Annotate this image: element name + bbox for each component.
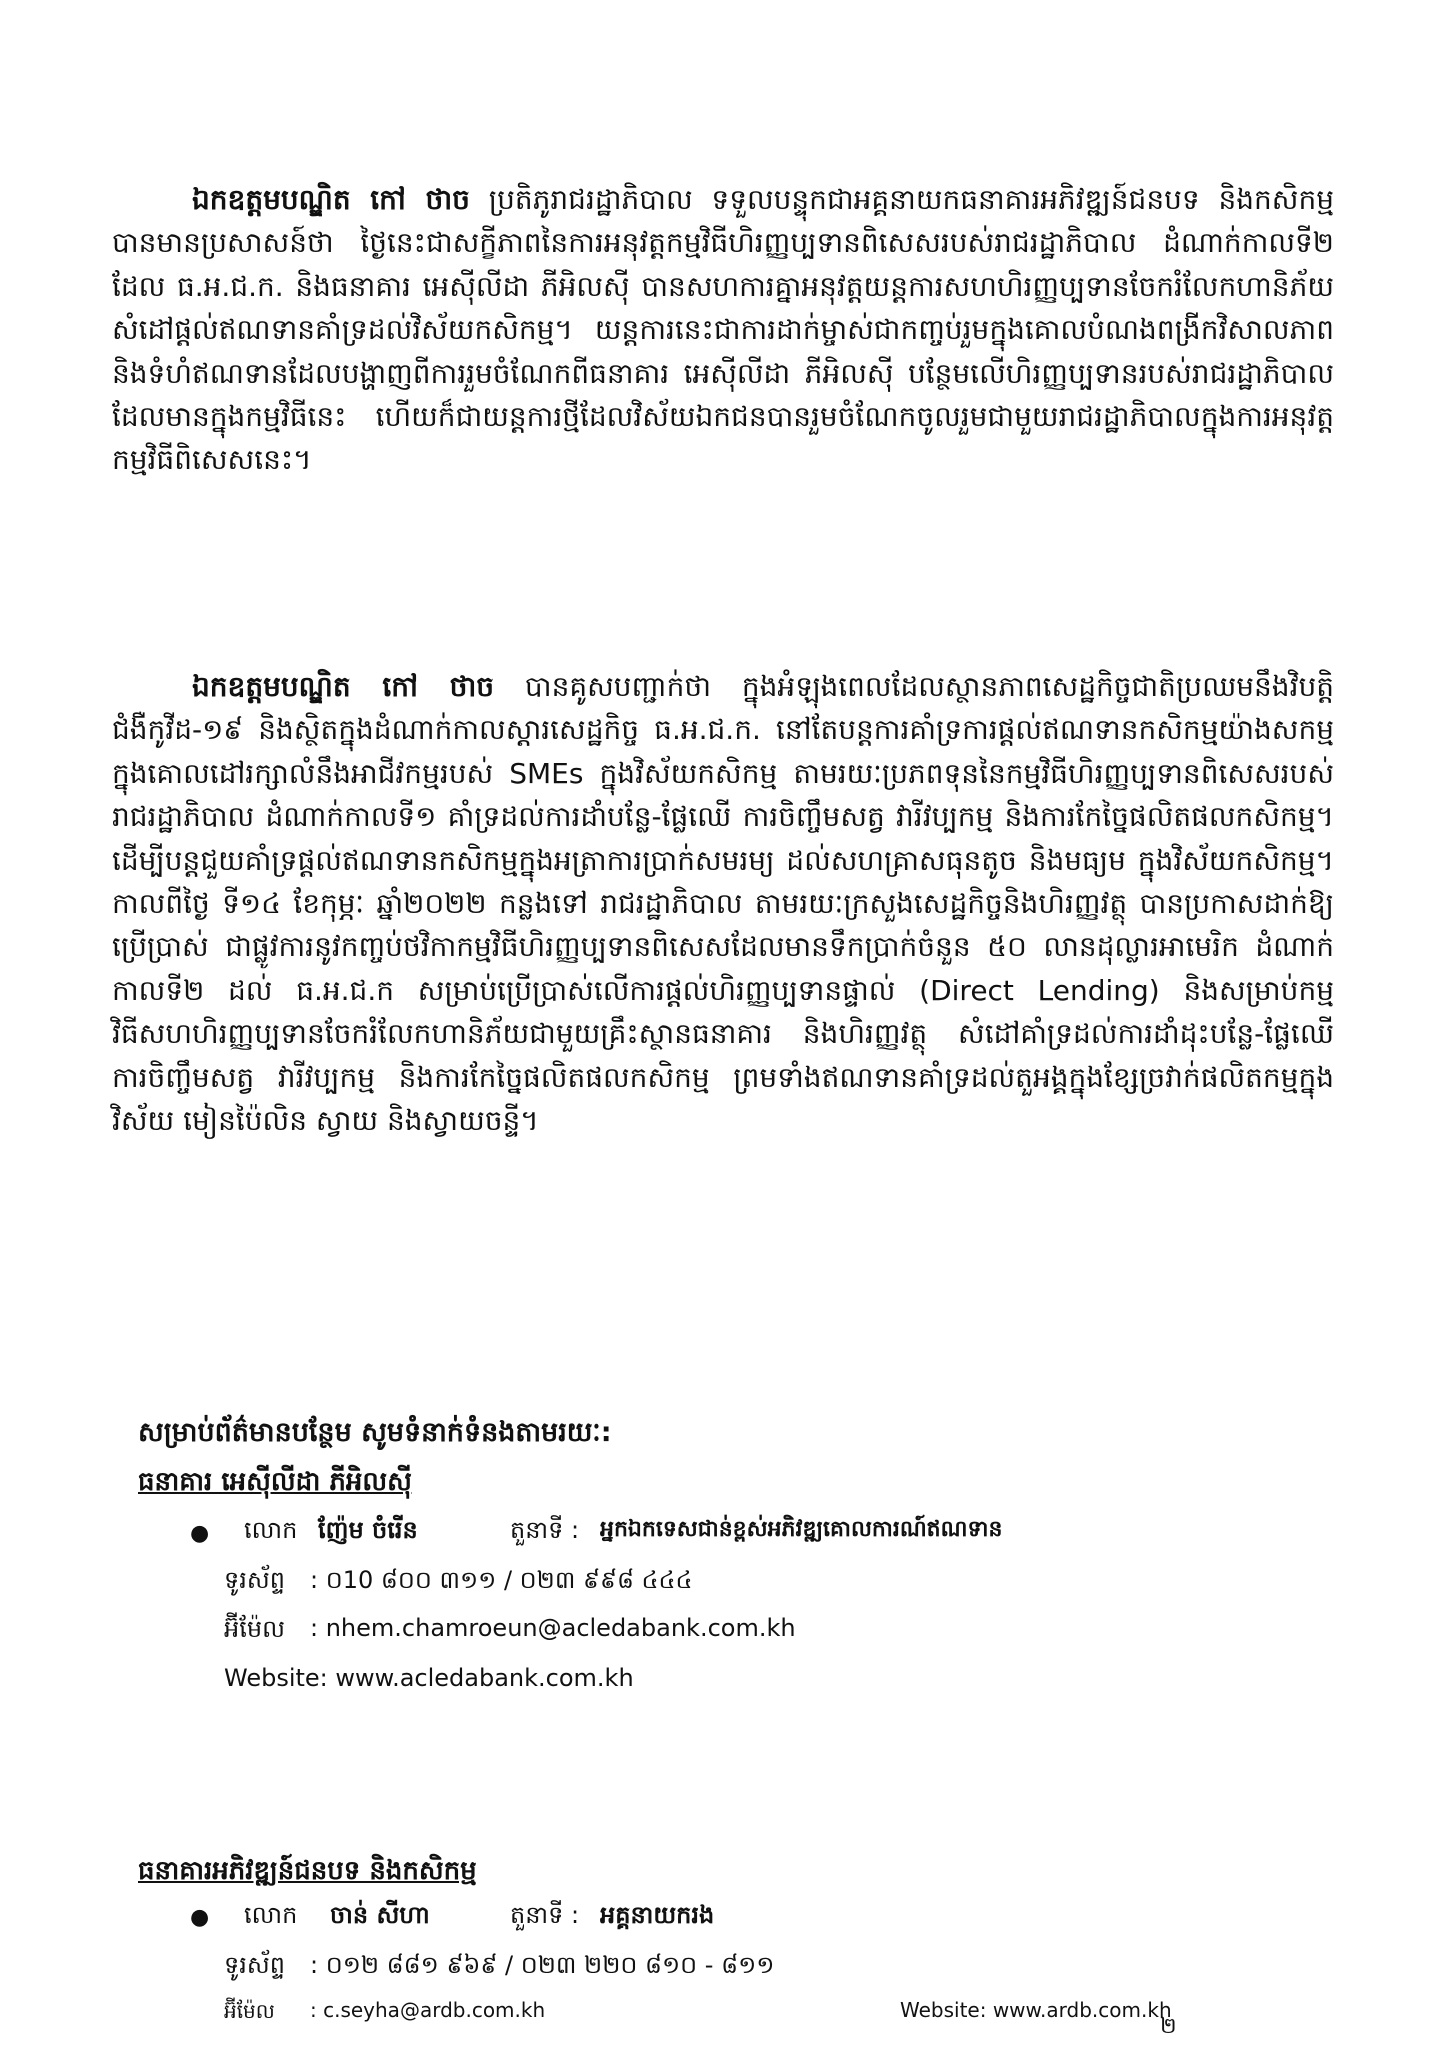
contact-2-org: ធនាគារអភិវឌ្ឍន៍ជនបទ និងកសិកម្ម [138,1856,477,1886]
contact-1-name: ញ៉ែម ចំរើន [318,1516,418,1544]
contact-1-org: ធនាគារ អេស៊ីលីដា ភីអិលស៊ី [138,1467,412,1497]
paragraph-1 [112,178,1334,482]
contact-1-title: លោក [244,1516,298,1544]
contact-2-email-label: អ៊ីម៉ែល [224,1999,275,2023]
contact-2-phone-label: ទូរស័ព្ទ [224,1951,285,1979]
bullet-icon: ● [190,1521,210,1546]
contact-1-position-label: តួនាទី : [510,1516,580,1544]
contact-2-position: អគ្គនាយករង [600,1901,715,1929]
contact-2-phone: : ០១២ ៨៨១ ៩៦៩ / ០២៣ ២២០ ៨១០ - ៨១១ [310,1951,775,1979]
paragraph-2-lead: ឯកឧត្ដមបណ្ឌិត កៅ ថាច [192,670,495,703]
contact-1-email[interactable]: : nhem.chamroeun@acledabank.com.kh [310,1614,796,1642]
page-number: ២ [1160,2014,1177,2039]
contact-2-title: លោក [244,1901,298,1929]
contact-2-email[interactable]: : c.seyha@ardb.com.kh [310,1998,546,2022]
contact-1-website[interactable]: Website: www.acledabank.com.kh [224,1664,634,1692]
paragraph-2 [112,665,1334,1142]
contact-1-phone-label: ទូរស័ព្ទ [224,1566,285,1594]
contact-2-name: ចាន់ សីហា [330,1901,430,1929]
contact-1-email-label: អ៊ីម៉ែល [224,1615,285,1643]
contact-1-phone: : ០10 ៨០០ ៣១១ / ០២៣ ៩៩៨ ៤៤៤ [310,1566,693,1594]
paragraph-2-text: បានគូសបញ្ជាក់ថា ក្នុងអំឡុងពេលដែលស្ថានភាពសេដ្ឋកិច្ចជាតិប្រឈមនឹងវិបត្តិជំងឺកូវីដ-១៩ និងស្ថិតក្នុងដំណាក់កាលស្តារសេដ្ឋកិច្ច ធ.អ.ជ.ក. នៅតែបន្តការគាំទ្រការផ្តល់ឥណទានកសិកម្មយ៉ាងសកម្មក្នុងគោលដៅរក្សាលំនឹងអាជីវកម្មរបស់ SMEs ក្នុងវិស័យកសិកម្ម តាមរយៈប្រភពទុននៃកម្មវិធីហិរញ្ញប្បទានពិសេសរបស់រាជរដ្ឋាភិបាល ដំណាក់កាលទី១ គាំទ្រដល់ការដាំបន្លែ-ផ្លែឈើ ការចិញ្ចឹមសត្វ វារីវប្បកម្ម និងការកែច្នៃផលិតផលកសិកម្ម។ ដើម្បីបន្តជួយគាំទ្រផ្តល់ឥណទានកសិកម្មក្នុងអត្រាការប្រាក់សមរម្យ ដល់សហគ្រាសធុនតូច និងមធ្យម ក្នុងវិស័យកសិកម្ម។ កាលពីថ្ងៃ ទី១៤ ខែកុម្ភៈ ឆ្នាំ២០២២ កន្លងទៅ រាជរដ្ឋាភិបាល តាមរយៈក្រសួងសេដ្ឋកិច្ចនិងហិរញ្ញវត្ថុ បានប្រកាសដាក់ឱ្យប្រើប្រាស់ ជាផ្លូវការនូវកញ្ចប់ថវិកាកម្មវិធីហិរញ្ញប្បទានពិសេសដែលមានទឹកប្រាក់ចំនួន ៥០ លានដុល្លារអាមេរិក ដំណាក់កាលទី២ ដល់ ធ.អ.ជ.ក សម្រាប់ប្រើប្រាស់លើការផ្តល់ហិរញ្ញប្បទានផ្ទាល់ (Direct Lending) និងសម្រាប់កម្មវិធីសហហិរញ្ញប្បទានចែករំលែកហានិភ័យជាមួយគ្រឹះស្ថានធនាគារ និងហិរញ្ញវត្ថុ សំដៅគាំទ្រដល់ការដាំដុះបន្លែ-ផ្លែឈើ ការចិញ្ចឹមសត្វ វារីវប្បកម្ម និងការកែច្នៃផលិតផលកសិកម្ម ព្រមទាំងឥណទានគាំទ្រដល់តួអង្គក្នុងខ្សែច្រវាក់ផលិតកម្មក្នុងវិស័យ មៀនប៉ៃលិន ស្វាយ និងស្វាយចន្ទី។ [112,670,1335,1138]
paragraph-1-text: ប្រតិភូរាជរដ្ឋាភិបាល ទទួលបន្ទុកជាអគ្គនាយកធនាគារអភិវឌ្ឍន៍ជនបទ និងកសិកម្ម បានមានប្រសាសន៍ថា ថ្ងៃនេះជាសក្ខីភាពនៃការអនុវត្តកម្មវិធីហិរញ្ញប្បទានពិសេសរបស់រាជរដ្ឋាភិបាល ដំណាក់កាលទី២ ដែល ធ.អ.ជ.ក. និងធនាគារ អេស៊ីលីដា ភីអិលស៊ី បានសហការគ្នាអនុវត្តយន្តការសហហិរញ្ញប្បទានចែករំលែកហានិភ័យ សំដៅផ្ដល់ឥណទានគាំទ្រដល់វិស័យកសិកម្ម។ យន្តការនេះជាការដាក់ម្ចាស់ជាកញ្ចប់រួមក្នុងគោលបំណងពង្រីកវិសាលភាព និងទំហំឥណទានដែលបង្ហាញពីការរួមចំណែកពីធនាគារ អេស៊ីលីដា ភីអិលស៊ី បន្ថែមលើហិរញ្ញប្បទានរបស់រាជរដ្ឋាភិបាលដែលមានក្នុងកម្មវិធីនេះ ហើយក៏ជាយន្តការថ្មីដែលវិស័យឯកជនបានរួមចំណែកចូលរួមជាមួយរាជរដ្ឋាភិបាលក្នុងការអនុវត្តកម្មវិធីពិសេសនេះ។ [112,183,1334,477]
paragraph-1-lead: ឯកឧត្ដមបណ្ឌិត កៅ ថាច [192,183,470,216]
contacts-heading: សម្រាប់ព័ត៌មានបន្ថែម សូមទំនាក់ទំនងតាមរយៈ: [138,1417,612,1448]
contact-1-position: អ្នកឯកទេសជាន់ខ្ពស់អភិវឌ្ឍគោលការណ៍ឥណទាន [600,1517,1003,1542]
contact-2-website[interactable]: Website: www.ardb.com.kh [900,1998,1172,2022]
bullet-icon: ● [190,1905,210,1930]
contact-2-position-label: តួនាទី : [510,1901,580,1929]
